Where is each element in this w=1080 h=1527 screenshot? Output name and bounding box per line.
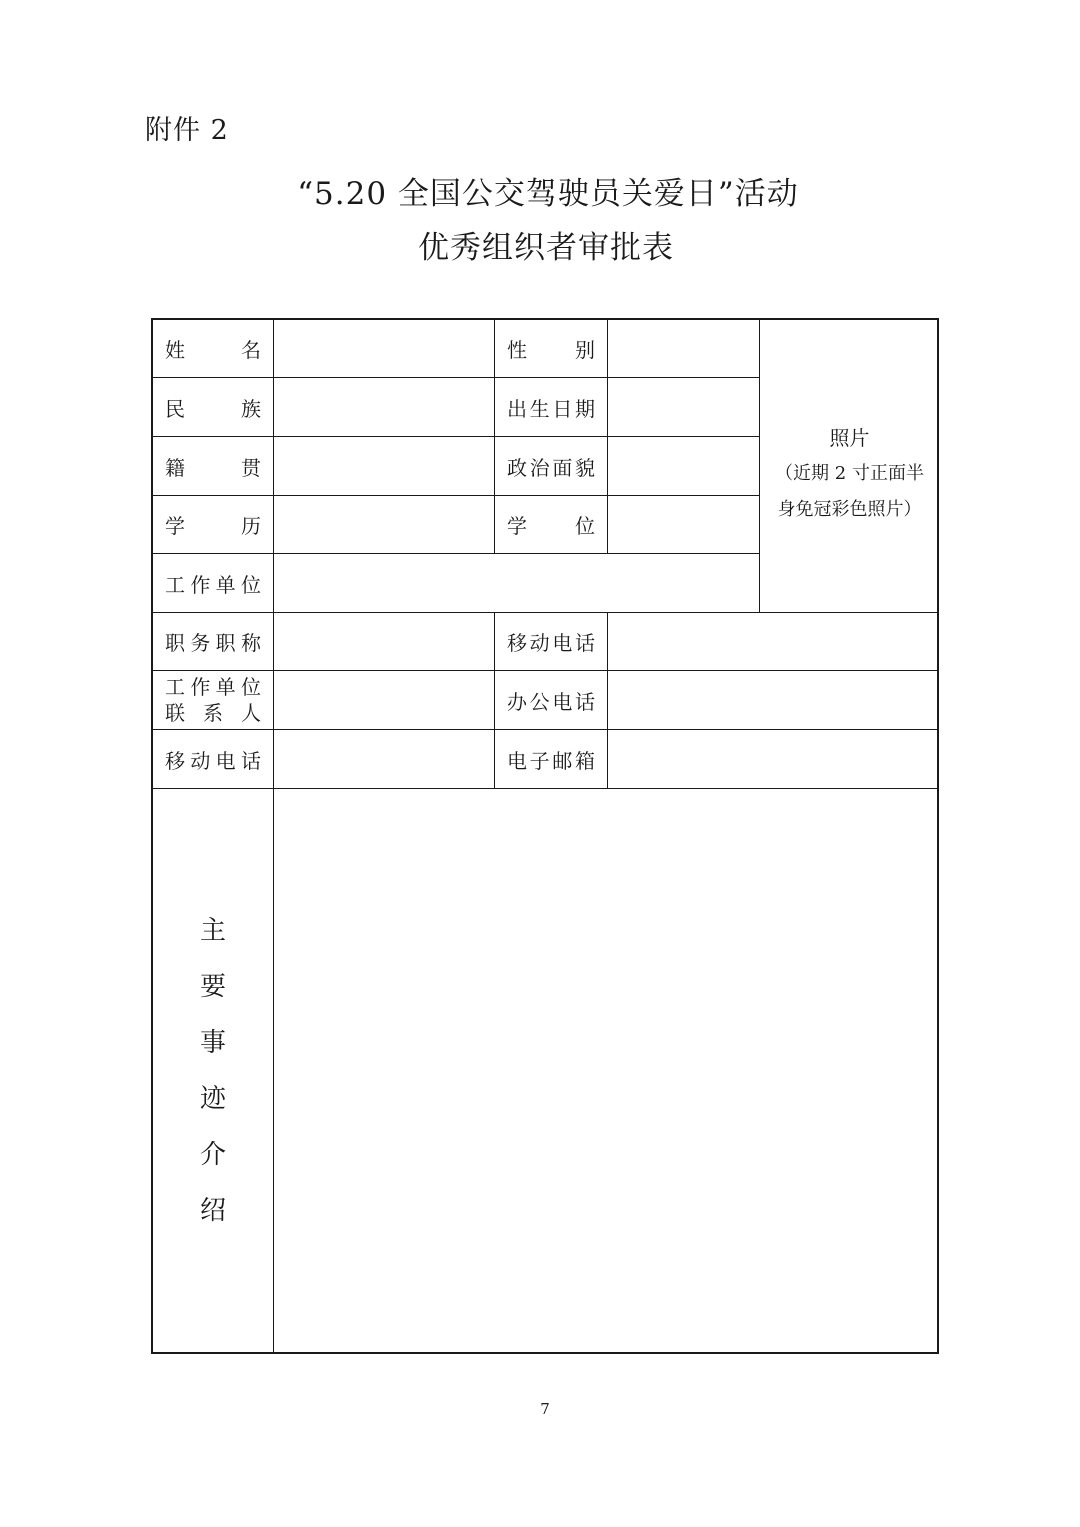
ethnicity-label: 民 族 <box>165 396 261 421</box>
birth-date-label: 出 生 日 期 <box>507 396 595 421</box>
political-status-label: 政 治 面 貌 <box>507 455 595 480</box>
political-status-field[interactable] <box>608 437 759 495</box>
gender-label: 性 别 <box>507 338 595 362</box>
form-title-line2: 优秀组织者审批表 <box>418 230 674 266</box>
office-phone-field[interactable] <box>608 671 939 729</box>
job-title-field[interactable] <box>274 613 494 670</box>
photo-hint-line2: 身免冠彩色照片） <box>777 499 922 520</box>
job-title-label: 职 务 职 称 <box>165 631 261 655</box>
ethnicity-field[interactable] <box>274 378 494 436</box>
degree-label: 学 位 <box>507 514 595 538</box>
mobile-phone-label: 移 动 电 话 <box>507 631 595 655</box>
employer-label: 工 作 单 位 <box>165 572 261 597</box>
mobile-phone-field[interactable] <box>608 613 939 670</box>
contact-mobile-label: 移 动 电 话 <box>165 748 261 773</box>
main-deeds-label: 主 要 事 迹 介 绍 <box>199 916 226 1226</box>
form-title-line1: “5.20 全国公交驾驶员关爱日”活动 <box>297 176 799 212</box>
main-deeds-field[interactable] <box>274 789 939 1354</box>
name-field[interactable] <box>274 320 494 377</box>
attachment-label: 附件 2 <box>145 115 229 146</box>
degree-field[interactable] <box>608 496 759 553</box>
email-field[interactable] <box>608 730 939 788</box>
birth-date-field[interactable] <box>608 378 759 436</box>
photo-hint-line1: （近期 2 寸正面半 <box>775 463 924 484</box>
photo-placeholder[interactable] <box>760 320 939 612</box>
office-phone-label: 办 公 电 话 <box>507 689 595 714</box>
employer-field[interactable] <box>274 554 759 612</box>
photo-label: 照片 <box>829 426 870 450</box>
approval-form-table <box>151 318 939 1354</box>
email-label: 电 子 邮 箱 <box>507 748 595 773</box>
education-field[interactable] <box>274 496 494 553</box>
employer-contact-label: 工 作 单 位 联 系 人 <box>165 675 261 725</box>
native-place-label: 籍 贯 <box>165 455 261 480</box>
contact-mobile-field[interactable] <box>274 730 494 788</box>
page-number: 7 <box>540 1400 550 1418</box>
name-label: 姓 名 <box>165 338 261 362</box>
education-label: 学 历 <box>165 514 261 538</box>
native-place-field[interactable] <box>274 437 494 495</box>
employer-contact-field[interactable] <box>274 671 494 729</box>
gender-field[interactable] <box>608 320 759 377</box>
